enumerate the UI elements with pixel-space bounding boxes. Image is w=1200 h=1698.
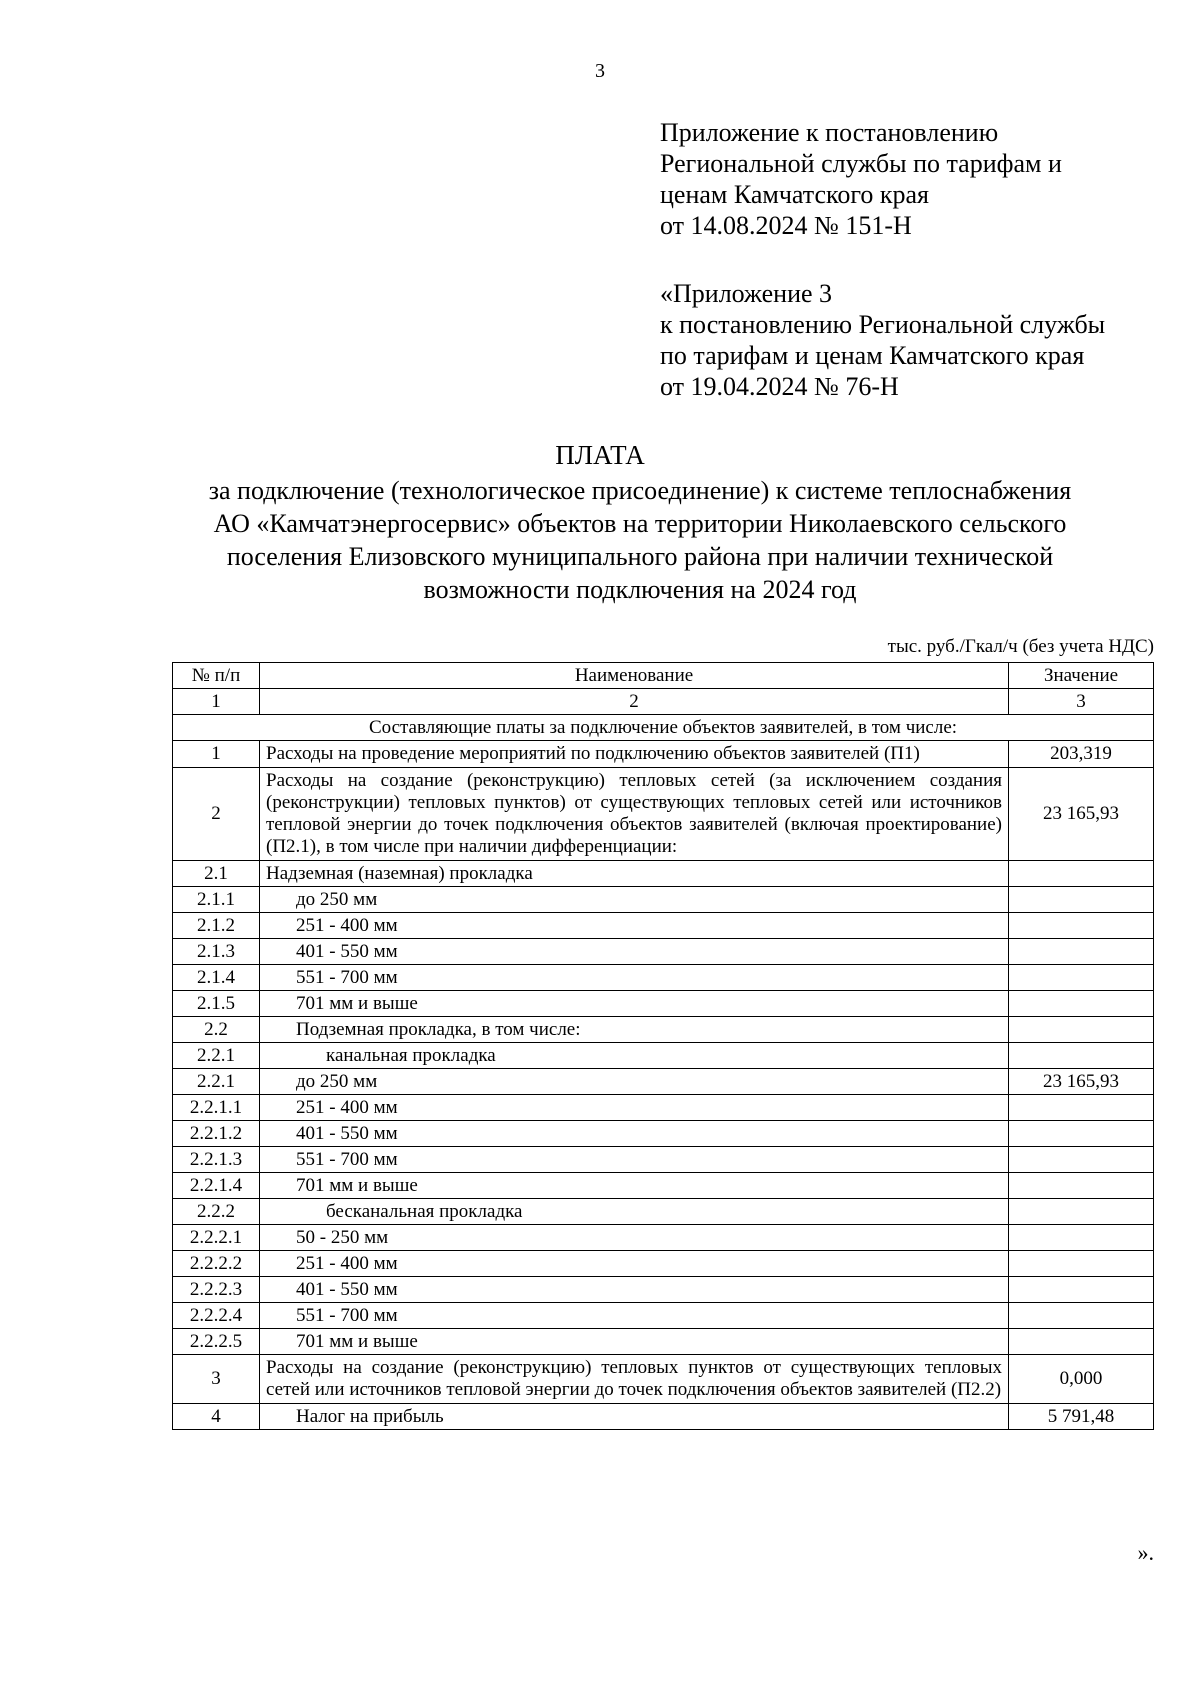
row-number: 2.2.2	[173, 1199, 260, 1225]
tariff-table-body	[173, 663, 1154, 1430]
tariff-table	[172, 662, 1154, 1430]
row-value	[1009, 861, 1154, 887]
document-title: ПЛАТА	[555, 440, 645, 470]
closing-quote: ».	[1137, 1540, 1154, 1565]
row-name: 701 мм и выше	[260, 991, 1009, 1017]
row-number: 2.2.1.1	[173, 1095, 260, 1121]
index-num: 1	[173, 689, 260, 715]
table-row	[173, 1303, 1154, 1329]
row-value	[1009, 1251, 1154, 1277]
row-value: 5 791,48	[1009, 1404, 1154, 1430]
row-number: 2.2.2.4	[173, 1303, 260, 1329]
row-name: до 250 мм	[260, 1069, 1009, 1095]
table-row	[173, 1069, 1154, 1095]
table-row	[173, 991, 1154, 1017]
section-heading: Составляющие платы за подключение объектов заявителей, в том числе:	[173, 715, 1154, 741]
row-value	[1009, 1095, 1154, 1121]
row-name: 551 - 700 мм	[260, 1303, 1009, 1329]
subtitle-line: за подключение (технологическое присоединение) к системе теплоснабжения	[208, 476, 1072, 505]
row-value	[1009, 1147, 1154, 1173]
row-value: 203,319	[1009, 741, 1154, 768]
table-row	[173, 861, 1154, 887]
row-number: 2.1.1	[173, 887, 260, 913]
table-row	[173, 1147, 1154, 1173]
appendix-quote-line: по тарифам и ценам Камчатского края	[660, 341, 1085, 370]
row-value	[1009, 965, 1154, 991]
row-number: 2.2.1.4	[173, 1173, 260, 1199]
table-row	[173, 768, 1154, 861]
row-number: 2.2.1	[173, 1043, 260, 1069]
row-value	[1009, 1225, 1154, 1251]
table-row	[173, 1199, 1154, 1225]
row-name: 401 - 550 мм	[260, 1277, 1009, 1303]
row-value	[1009, 913, 1154, 939]
row-value: 23 165,93	[1009, 768, 1154, 861]
table-row	[173, 1095, 1154, 1121]
document-subtitle	[140, 474, 1140, 606]
row-number: 3	[173, 1355, 260, 1404]
subtitle-line: АО «Камчатэнергосервис» объектов на территории Николаевского сельского	[213, 509, 1067, 538]
table-row	[173, 887, 1154, 913]
row-number: 2.1.2	[173, 913, 260, 939]
row-number: 2.2.2.2	[173, 1251, 260, 1277]
page-number: 3	[595, 60, 605, 82]
appendix-header-line: от 14.08.2024 № 151-Н	[660, 211, 912, 240]
row-value	[1009, 939, 1154, 965]
table-header-row	[173, 663, 1154, 689]
table-row	[173, 1251, 1154, 1277]
appendix-header-line: Приложение к постановлению	[660, 118, 999, 147]
table-row	[173, 1329, 1154, 1355]
row-name: 401 - 550 мм	[260, 939, 1009, 965]
row-value	[1009, 1043, 1154, 1069]
table-row	[173, 1173, 1154, 1199]
row-name: канальная прокладка	[260, 1043, 1009, 1069]
appendix-quote-line: к постановлению Региональной службы	[660, 310, 1106, 339]
row-number: 4	[173, 1404, 260, 1430]
row-number: 2	[173, 768, 260, 861]
header-num: № п/п	[173, 663, 260, 689]
table-row	[173, 913, 1154, 939]
unit-note: тыс. руб./Гкал/ч (без учета НДС)	[887, 636, 1154, 657]
row-value: 0,000	[1009, 1355, 1154, 1404]
row-name: 251 - 400 мм	[260, 913, 1009, 939]
table-index-row	[173, 689, 1154, 715]
row-number: 2.1	[173, 861, 260, 887]
row-name: 401 - 550 мм	[260, 1121, 1009, 1147]
row-name: Расходы на создание (реконструкцию) тепловых сетей (за исключением создания (реконструкции) тепловых пунктов) от существующих тепловых сетей или источников тепловой энергии до точек подключения объектов заявителей (включая проектирование) (П2.1), в том числе при наличии дифференциации:	[260, 768, 1009, 861]
index-value: 3	[1009, 689, 1154, 715]
table-row	[173, 939, 1154, 965]
table-row	[173, 1017, 1154, 1043]
row-name: Налог на прибыль	[260, 1404, 1009, 1430]
row-name: Подземная прокладка, в том числе:	[260, 1017, 1009, 1043]
row-number: 2.2	[173, 1017, 260, 1043]
row-name: Надземная (наземная) прокладка	[260, 861, 1009, 887]
row-number: 2.2.2.5	[173, 1329, 260, 1355]
appendix-quote	[660, 278, 1105, 402]
row-name: Расходы на проведение мероприятий по подключению объектов заявителей (П1)	[260, 741, 1009, 768]
row-number: 2.2.1.2	[173, 1121, 260, 1147]
row-name: 551 - 700 мм	[260, 1147, 1009, 1173]
row-number: 2.2.2.1	[173, 1225, 260, 1251]
row-value	[1009, 1173, 1154, 1199]
appendix-header-line: Региональной службы по тарифам и	[660, 149, 1062, 178]
row-value	[1009, 991, 1154, 1017]
row-name: до 250 мм	[260, 887, 1009, 913]
row-number: 2.2.1.3	[173, 1147, 260, 1173]
table-row	[173, 1121, 1154, 1147]
row-value	[1009, 1121, 1154, 1147]
row-number: 2.1.4	[173, 965, 260, 991]
table-row	[173, 1277, 1154, 1303]
row-name: 251 - 400 мм	[260, 1095, 1009, 1121]
row-name: бесканальная прокладка	[260, 1199, 1009, 1225]
table-row	[173, 1404, 1154, 1430]
subtitle-line: возможности подключения на 2024 год	[423, 575, 857, 604]
table-row	[173, 741, 1154, 768]
row-value	[1009, 887, 1154, 913]
row-value	[1009, 1303, 1154, 1329]
table-row	[173, 1225, 1154, 1251]
table-row	[173, 965, 1154, 991]
row-number: 2.2.1	[173, 1069, 260, 1095]
row-name: 701 мм и выше	[260, 1173, 1009, 1199]
row-name: Расходы на создание (реконструкцию) тепловых пунктов от существующих тепловых сетей или источников тепловой энергии до точек подключения объектов заявителей (П2.2)	[260, 1355, 1009, 1404]
row-value	[1009, 1017, 1154, 1043]
appendix-quote-line: «Приложение 3	[660, 279, 833, 308]
header-name: Наименование	[260, 663, 1009, 689]
index-name: 2	[260, 689, 1009, 715]
row-number: 2.2.2.3	[173, 1277, 260, 1303]
header-value: Значение	[1009, 663, 1154, 689]
row-value	[1009, 1329, 1154, 1355]
subtitle-line: поселения Елизовского муниципального района при наличии технической	[226, 542, 1054, 571]
table-row	[173, 1043, 1154, 1069]
appendix-header-line: ценам Камчатского края	[660, 180, 929, 209]
row-name: 251 - 400 мм	[260, 1251, 1009, 1277]
table-row	[173, 1355, 1154, 1404]
appendix-header	[660, 117, 1062, 241]
row-value	[1009, 1199, 1154, 1225]
row-number: 2.1.3	[173, 939, 260, 965]
row-name: 50 - 250 мм	[260, 1225, 1009, 1251]
row-value	[1009, 1277, 1154, 1303]
row-value: 23 165,93	[1009, 1069, 1154, 1095]
row-name: 701 мм и выше	[260, 1329, 1009, 1355]
row-name: 551 - 700 мм	[260, 965, 1009, 991]
appendix-quote-line: от 19.04.2024 № 76-Н	[660, 372, 899, 401]
row-number: 2.1.5	[173, 991, 260, 1017]
row-number: 1	[173, 741, 260, 768]
section-heading-row	[173, 715, 1154, 741]
